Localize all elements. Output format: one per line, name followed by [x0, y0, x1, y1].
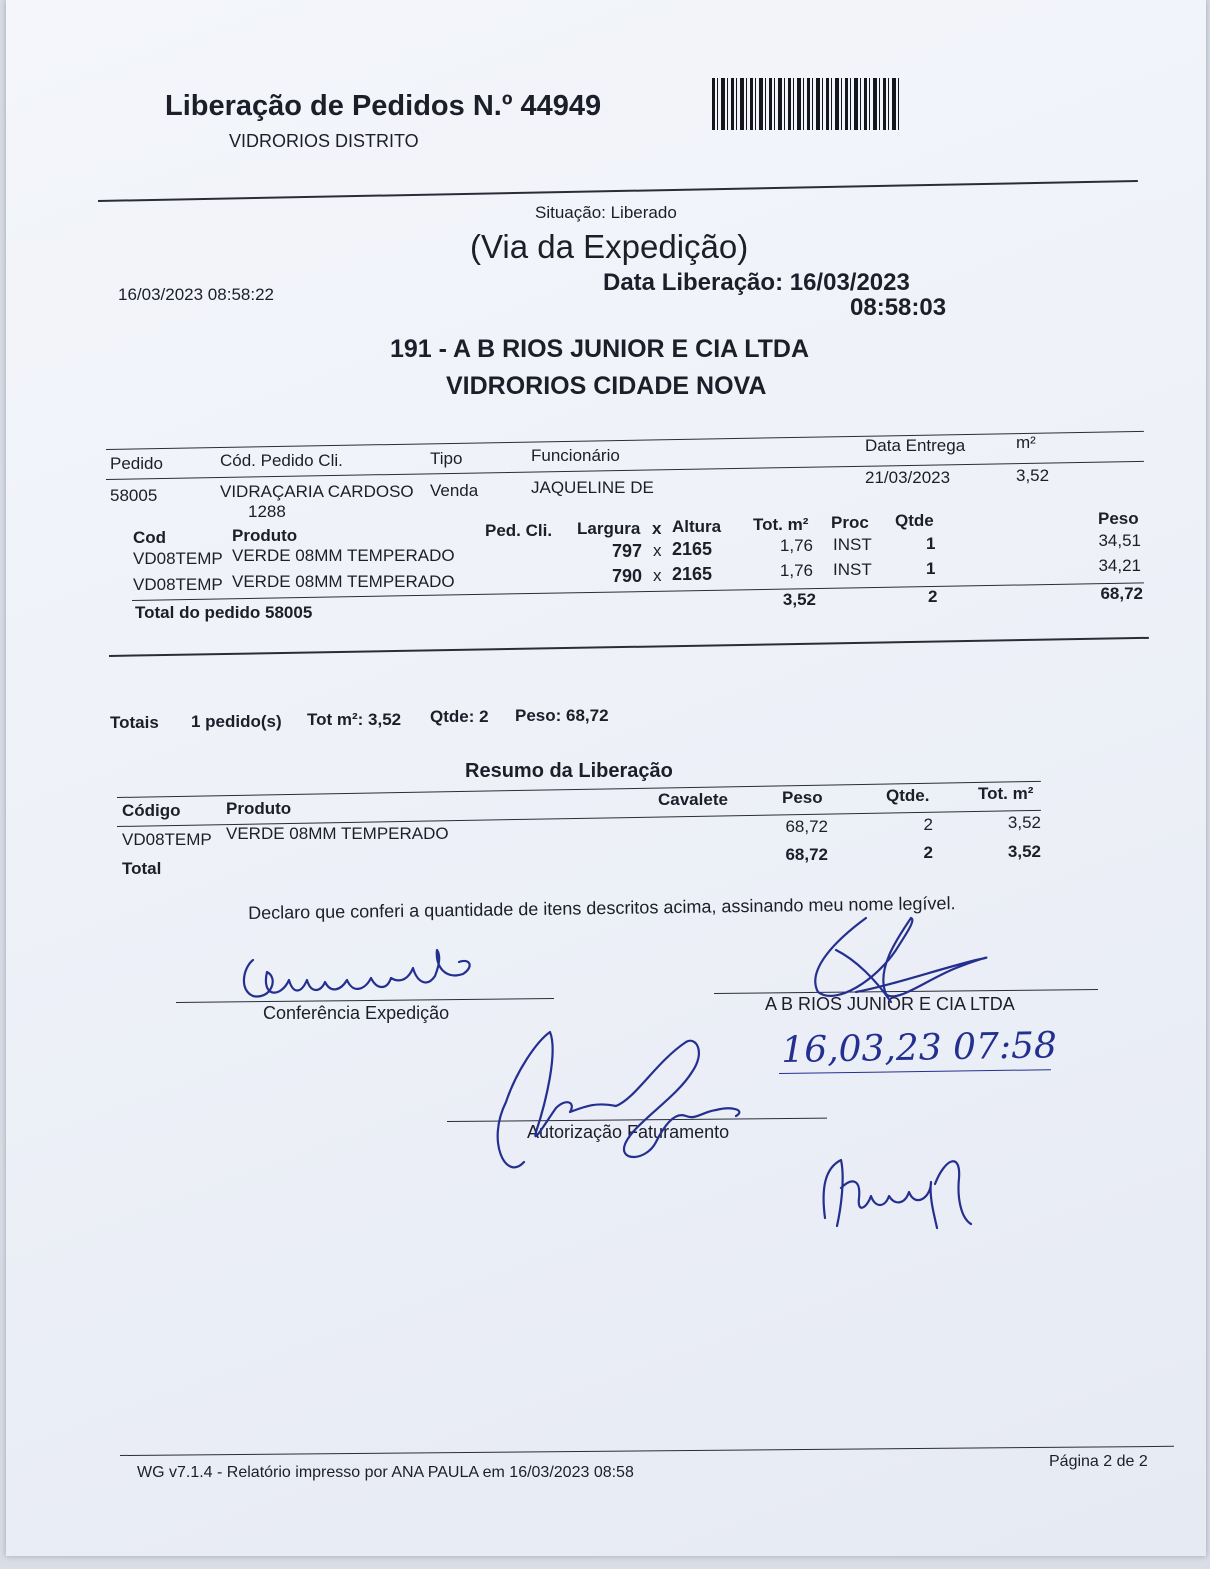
item-header-peso: Peso — [1098, 509, 1139, 528]
item-2-cod: VD08TEMP — [133, 575, 223, 594]
order-tipo: Venda — [430, 481, 479, 500]
header-rule — [98, 180, 1138, 202]
item-header-largura: Largura — [577, 519, 641, 538]
item-2-qtde: 1 — [926, 559, 936, 578]
col-header-cod-pedido-cli: Cód. Pedido Cli. — [220, 451, 343, 470]
document-title: Liberação de Pedidos N.º 44949 — [165, 90, 602, 122]
resumo-total-qtde: 2 — [923, 843, 933, 862]
footer-rule — [120, 1446, 1174, 1456]
driver-signature — [811, 1148, 991, 1238]
order-cod-pedido-cli: VIDRAÇARIA CARDOSO — [220, 482, 414, 501]
order-m2: 3,52 — [1016, 466, 1050, 485]
totais-label: Totais — [110, 713, 159, 732]
resumo-title: Resumo da Liberação — [465, 760, 673, 782]
order-top-rule — [106, 431, 1144, 450]
totais-peso: Peso: 68,72 — [515, 706, 609, 725]
item-2-proc: INST — [833, 560, 872, 579]
item-1-x: x — [653, 541, 662, 560]
col-header-pedido: Pedido — [110, 454, 163, 473]
resumo-row-peso: 68,72 — [785, 817, 828, 836]
hora-liberacao: 08:58:03 — [850, 294, 947, 321]
item-header-ped-cli: Ped. Cli. — [485, 521, 553, 540]
resumo-header-codigo: Código — [122, 801, 181, 820]
resumo-header-produto: Produto — [226, 799, 292, 818]
document-page — [6, 0, 1206, 1556]
resumo-row-codigo: VD08TEMP — [122, 830, 212, 849]
item-1-peso: 34,51 — [1098, 531, 1141, 550]
item-header-x: x — [652, 519, 662, 538]
declaration-text: Declaro que conferi a quantidade de itens descritos acima, assinando meu nome legível. — [248, 893, 956, 923]
order-cod-pedido-cli-2: 1288 — [248, 502, 286, 521]
item-2-tot-m2: 1,76 — [779, 561, 813, 580]
footer-page-number: Página 2 de 2 — [1049, 1453, 1148, 1470]
item-2-altura: 2165 — [672, 564, 713, 584]
col-header-tipo: Tipo — [430, 449, 463, 468]
item-header-proc: Proc — [831, 513, 869, 532]
item-1-largura: 797 — [611, 541, 642, 561]
order-total-label: Total do pedido 58005 — [135, 603, 313, 622]
barcode — [712, 78, 899, 130]
handwritten-date: 16,03,23 07:58 — [781, 1025, 1058, 1071]
order-total-m2: 3,52 — [782, 590, 816, 609]
item-2-largura: 790 — [611, 566, 642, 586]
item-2-peso: 34,21 — [1098, 556, 1141, 575]
item-1-altura: 2165 — [672, 539, 713, 559]
totais-qtde: Qtde: 2 — [430, 707, 489, 726]
order-bottom-rule — [109, 637, 1149, 657]
item-2-x: x — [653, 566, 662, 585]
resumo-total-label: Total — [122, 859, 162, 878]
item-header-qtde: Qtde — [895, 511, 934, 530]
item-header-tot-m2: Tot. m² — [753, 515, 809, 534]
client-signature-label: A B RIOS JUNIOR E CIA LTDA — [765, 994, 1015, 1014]
item-header-altura: Altura — [672, 517, 722, 536]
autorizacao-label: Autorização Faturamento — [527, 1122, 730, 1142]
item-1-produto: VERDE 08MM TEMPERADO — [232, 546, 455, 565]
item-header-cod: Cod — [133, 528, 167, 547]
totais-tot-m2: Tot m²: 3,52 — [307, 710, 402, 729]
data-liberacao: Data Liberação: 16/03/2023 — [603, 269, 910, 296]
order-total-qtde: 2 — [928, 587, 938, 606]
client-signature — [796, 910, 996, 1010]
col-header-funcionario: Funcionário — [531, 446, 620, 465]
col-header-m2: m² — [1016, 433, 1036, 452]
resumo-row-produto: VERDE 08MM TEMPERADO — [226, 824, 449, 843]
resumo-header-cavalete: Cavalete — [658, 790, 728, 809]
order-total-peso: 68,72 — [1100, 584, 1143, 603]
issuer-company: VIDRORIOS DISTRITO — [229, 131, 419, 151]
item-1-tot-m2: 1,76 — [779, 536, 813, 555]
item-1-qtde: 1 — [926, 534, 936, 553]
item-header-produto: Produto — [232, 526, 298, 545]
order-funcionario: JAQUELINE DE — [531, 478, 654, 497]
situacao: Situação: Liberado — [535, 203, 677, 222]
via-label: (Via da Expedição) — [470, 228, 749, 265]
item-1-cod: VD08TEMP — [133, 549, 223, 568]
resumo-total-tot-m2: 3,52 — [1007, 842, 1041, 861]
conferencia-signature — [231, 938, 491, 1008]
totais-pedidos: 1 pedido(s) — [191, 712, 282, 731]
item-1-proc: INST — [833, 535, 872, 554]
resumo-row-qtde: 2 — [923, 815, 933, 834]
resumo-header-qtde: Qtde. — [886, 786, 930, 805]
client-branch: VIDRORIOS CIDADE NOVA — [446, 372, 767, 400]
col-header-data-entrega: Data Entrega — [865, 436, 966, 455]
resumo-header-tot-m2: Tot. m² — [978, 784, 1034, 803]
order-pedido: 58005 — [110, 486, 158, 505]
resumo-row-tot-m2: 3,52 — [1007, 813, 1041, 832]
order-data-entrega: 21/03/2023 — [865, 468, 951, 487]
client-name: 191 - A B RIOS JUNIOR E CIA LTDA — [390, 335, 810, 363]
print-datetime: 16/03/2023 08:58:22 — [118, 285, 274, 304]
resumo-header-peso: Peso — [782, 788, 823, 807]
autorizacao-signature — [476, 1022, 756, 1182]
footer-printed-by: WG v7.1.4 - Relatório impresso por ANA PAULA em 16/03/2023 08:58 — [137, 1464, 634, 1481]
item-2-produto: VERDE 08MM TEMPERADO — [232, 572, 455, 591]
resumo-total-peso: 68,72 — [785, 845, 828, 864]
conferencia-label: Conferência Expedição — [263, 1003, 450, 1023]
